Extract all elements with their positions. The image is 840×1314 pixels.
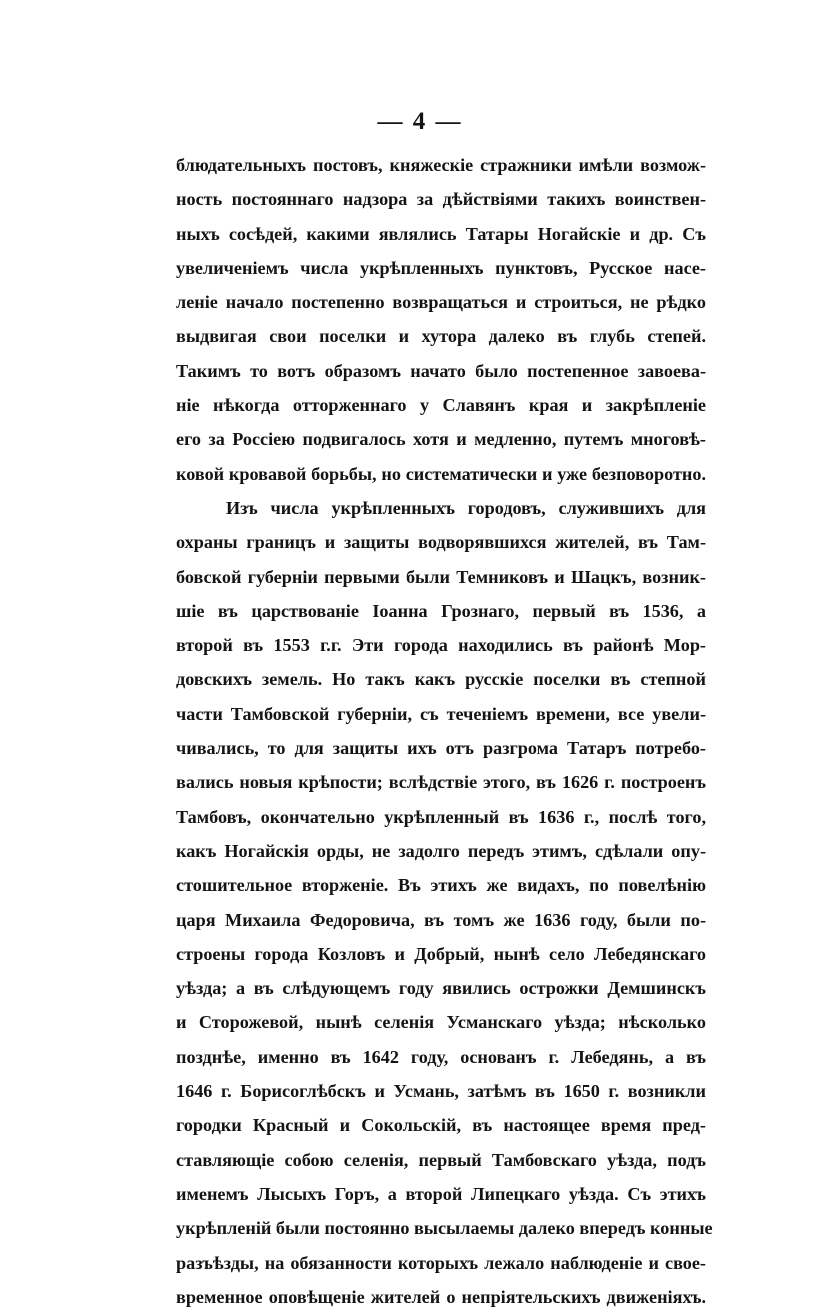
text-line: позднѣе, именно въ 1642 году, основанъ г. Лебедянь, а въ [176, 1046, 706, 1067]
text-line: шіе въ царствованіе Іоанна Грознаго, первый въ 1536, а [176, 600, 706, 621]
text-line: довскихъ земель. Но такъ какъ русскіе поселки въ степной [176, 669, 706, 690]
text-line: его за Россіею подвигалось хотя и медленно, путемъ многовѣ- [176, 429, 706, 450]
text-line: чивались, то для защиты ихъ отъ разгрома Татаръ потребо- [176, 738, 706, 759]
text-line: именемъ Лысыхъ Горъ, а второй Липецкаго уѣзда. Съ этихъ [176, 1183, 706, 1204]
text-line: временное оповѣщеніе жителей о непріятельскихъ движеніяхъ. [176, 1286, 706, 1307]
text-line: выдвигая свои поселки и хутора далеко въ глубь степей. [176, 326, 706, 347]
text-line: ставляющіе собою селенія, первый Тамбовскаго уѣзда, подъ [176, 1149, 706, 1170]
text-line: Тамбовъ, окончательно укрѣпленный въ 1636 г., послѣ того, [176, 806, 706, 827]
text-line: и Сторожевой, нынѣ селенія Усманскаго уѣзда; нѣсколько [176, 1012, 706, 1033]
text-line: части Тамбовской губерніи, съ теченіемъ времени, все увели- [176, 703, 706, 724]
text-line: ковой кровавой борьбы, но систематически и уже безповоротно. [176, 463, 706, 484]
text-line: ныхъ сосѣдей, какими являлись Татары Ногайскіе и др. Съ [176, 223, 706, 244]
page-number: — 4 — [377, 108, 463, 135]
body-text [176, 148, 713, 1314]
text-line: 1646 г. Борисоглѣбскъ и Усмань, затѣмъ въ 1650 г. возникли [176, 1081, 706, 1102]
text-line: увеличеніемъ числа укрѣпленныхъ пунктовъ, Русское насе- [176, 257, 706, 278]
text-line: какъ Ногайскія орды, не задолго передъ этимъ, сдѣлали опу- [176, 840, 706, 861]
text-line: царя Михаила Федоровича, въ томъ же 1636 году, были по- [176, 909, 706, 930]
text-line: уѣзда; а въ слѣдующемъ году явились острожки Демшинскъ [176, 978, 706, 999]
text-line: блюдательныхъ постовъ, княжескіе стражники имѣли возмож- [176, 155, 706, 175]
text-line: городки Красный и Сокольскій, въ настоящее время пред- [176, 1115, 706, 1136]
text-line: Такимъ то вотъ образомъ начато было постепенное завоева- [176, 360, 706, 381]
text-line: второй въ 1553 г.г. Эти города находились въ районѣ Мор- [176, 635, 706, 656]
text-line: укрѣпленій были постоянно высылаемы далеко впередъ конные [176, 1218, 713, 1239]
paragraph-1 [176, 148, 706, 491]
text-line: разъѣзды, на обязанности которыхъ лежало наблюденіе и свое- [176, 1252, 706, 1273]
text-line: охраны границъ и защиты водворявшихся жителей, въ Там- [176, 532, 706, 553]
text-line: леніе начало постепенно возвращаться и строиться, не рѣдко [176, 292, 706, 313]
text-line: ніе нѣкогда отторженнаго у Славянъ края и закрѣпленіе [176, 395, 706, 416]
text-line: строены города Козловъ и Добрый, нынѣ село Лебедянскаго [176, 943, 706, 964]
text-line: ность постояннаго надзора за дѣйствіями такихъ воинствен- [176, 189, 706, 210]
text-line: стошительное вторженіе. Въ этихъ же видахъ, по повелѣнію [176, 875, 706, 896]
text-line: бовской губерніи первыми были Темниковъ и Шацкъ, возник- [176, 566, 706, 587]
text-line: вались новыя крѣпости; вслѣдствіе этого, въ 1626 г. построенъ [176, 772, 706, 793]
text-line: Изъ числа укрѣпленныхъ городовъ, служившихъ для [226, 497, 706, 518]
